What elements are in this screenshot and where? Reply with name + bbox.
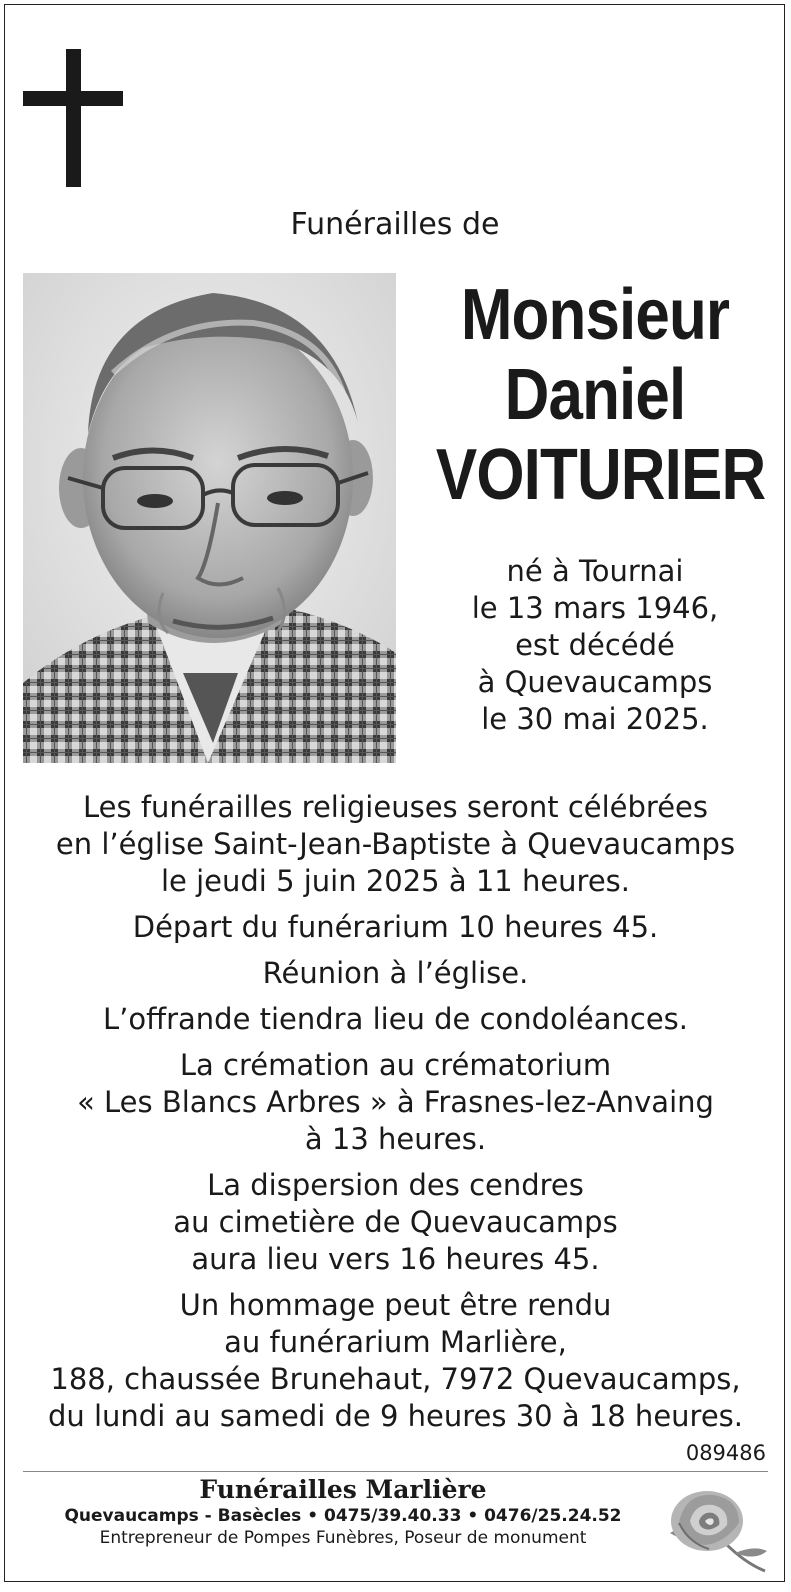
text-line: L’offrande tiendra lieu de condoléances.: [102, 1002, 688, 1036]
intro-text: Funérailles de: [290, 207, 500, 242]
text-line: « Les Blancs Arbres » à Frasnes-lez-Anvaing: [77, 1085, 714, 1119]
text-line: au cimetière de Quevaucamps: [173, 1205, 618, 1239]
ceremony-paragraph: [5, 789, 786, 900]
deceased-name: [435, 275, 766, 515]
reference-number: 089486: [685, 1441, 766, 1465]
birth-line: né à Tournai: [506, 554, 684, 588]
portrait-photo: [23, 273, 396, 763]
text-line: en l’église Saint-Jean-Baptiste à Quevaucamps: [55, 827, 736, 861]
birth-line: le 13 mars 1946,: [471, 591, 719, 625]
birth-line: le 30 mai 2025.: [481, 702, 709, 736]
birth-line: à Quevaucamps: [477, 665, 713, 699]
text-line: Départ du funérarium 10 heures 45.: [132, 910, 659, 944]
company-contact: Quevaucamps - Basècles • 0475/39.40.33 • 0476/25.24.52: [64, 1506, 622, 1526]
departure-paragraph: [5, 909, 786, 946]
text-line: au funérarium Marlière,: [224, 1325, 567, 1359]
text-line: Les funérailles religieuses seront célébrées: [83, 790, 708, 824]
cross-icon: [23, 49, 123, 187]
company-name: Funérailles Marlière: [199, 1475, 487, 1504]
offering-paragraph: [5, 1001, 786, 1038]
text-line: Un hommage peut être rendu: [179, 1288, 612, 1322]
cremation-paragraph: [5, 1047, 786, 1158]
text-line: Réunion à l’église.: [262, 956, 529, 990]
funeral-details: [5, 789, 786, 1444]
footer-divider: [23, 1471, 768, 1472]
text-line: aura lieu vers 16 heures 45.: [191, 1242, 600, 1276]
text-line: à 13 heures.: [304, 1122, 487, 1156]
name-title: Monsieur: [460, 275, 730, 355]
birth-death-info: [425, 553, 765, 738]
meeting-paragraph: [5, 955, 786, 992]
company-trade: Entrepreneur de Pompes Funèbres, Poseur de monument: [99, 1528, 587, 1548]
text-line: La crémation au crématorium: [179, 1048, 612, 1082]
name-last: VOITURIER: [435, 435, 766, 515]
text-line: La dispersion des cendres: [207, 1168, 584, 1202]
text-line: le jeudi 5 juin 2025 à 11 heures.: [160, 864, 631, 898]
obituary-notice: [4, 4, 785, 1582]
birth-line: est décédé: [515, 628, 675, 662]
tribute-paragraph: [5, 1287, 786, 1435]
funeral-home-footer: [23, 1475, 663, 1549]
name-first: Daniel: [504, 355, 686, 435]
ashes-paragraph: [5, 1167, 786, 1278]
text-line: 188, chaussée Brunehaut, 7972 Quevaucamps,: [50, 1362, 741, 1396]
rose-icon: [665, 1473, 769, 1573]
text-line: du lundi au samedi de 9 heures 30 à 18 heures.: [47, 1399, 743, 1433]
